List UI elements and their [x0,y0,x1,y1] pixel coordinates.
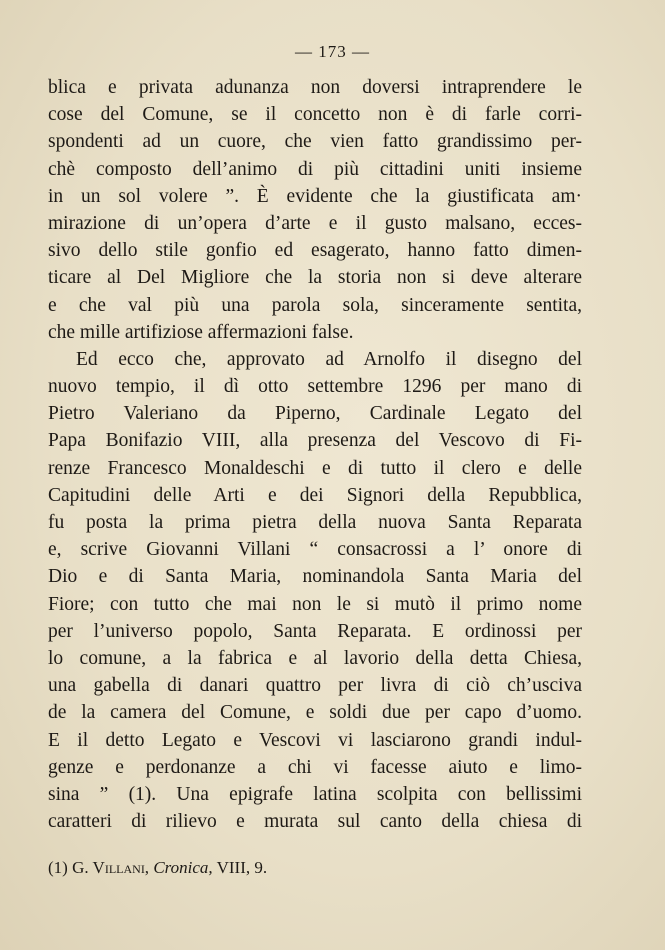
footnote [48,858,267,878]
text-line: sina ” (1). Una epigrafe latina scolpita con bellissimi [48,783,582,805]
footnote-reference: VIII, 9. [216,858,268,877]
text-line: in un sol volere ”. È evidente che la giustificata am· [48,185,582,207]
text-line: spondenti ad un cuore, che vien fatto grandissimo per- [48,131,582,153]
page-number: — 173 — [295,42,370,61]
text-line: fu posta la prima pietra della nuova Santa Reparata [48,512,582,533]
text-line: Capitudini delle Arti e dei Signori della Repubblica, [48,484,582,506]
text-line: renze Francesco Monaldeschi e di tutto il clero e delle [48,457,582,479]
text-line: genze e perdonanze a chi vi facesse aiuto e limo- [48,756,582,778]
text-line: Fiore; con tutto che mai non le si mutò il primo nome [48,593,582,615]
footnote-work: Cronica, [153,858,213,877]
text-line: nuovo tempio, il dì otto settembre 1296 per mano di [48,376,582,398]
text-line: Pietro Valeriano da Piperno, Cardinale Legato del [48,403,582,425]
text-line: Papa Bonifazio VIII, alla presenza del Vescovo di Fi- [48,430,582,452]
text-line: E il detto Legato e Vescovi vi lasciarono grandi indul- [48,729,582,751]
text-line: caratteri di rilievo e murata sul canto della chiesa di [48,811,582,833]
text-line: blica e privata adunanza non doversi intraprendere le [48,77,582,98]
text-line: e che val più una parola sola, sinceramente sentita, [48,294,582,316]
text-line: lo comune, a la fabrica e al lavorio della detta Chiesa, [48,647,582,669]
text-line: sivo dello stile gonfio ed esagerato, hanno fatto dimen- [48,240,582,262]
footnote-author: G. Villani, [72,858,150,877]
footnote-marker: (1) [48,858,68,877]
text-line: e, scrive Giovanni Villani “ consacrossi a l’ onore di [48,539,582,561]
text-line: Dio e di Santa Maria, nominandola Santa Maria del [48,566,582,588]
text-line: chè composto dell’animo di più cittadini uniti insieme [48,158,582,180]
text-line: Ed ecco che, approvato ad Arnolfo il disegno del [76,348,582,370]
text-line: per l’universo popolo, Santa Reparata. E ordinossi per [48,620,582,642]
text-line: cose del Comune, se il concetto non è di farle corri- [48,104,582,126]
body-text [48,74,582,835]
text-line: una gabella di danari quattro per livra di ciò ch’usciva [48,675,582,697]
text-line: mirazione di un’opera d’arte e il gusto malsano, ecces- [48,212,582,234]
text-line: ticare al Del Migliore che la storia non si deve alterare [48,267,582,289]
text-line: che mille artifiziose affermazioni false. [48,321,354,343]
text-line: de la camera del Comune, e soldi due per capo d’uomo. [48,702,582,724]
